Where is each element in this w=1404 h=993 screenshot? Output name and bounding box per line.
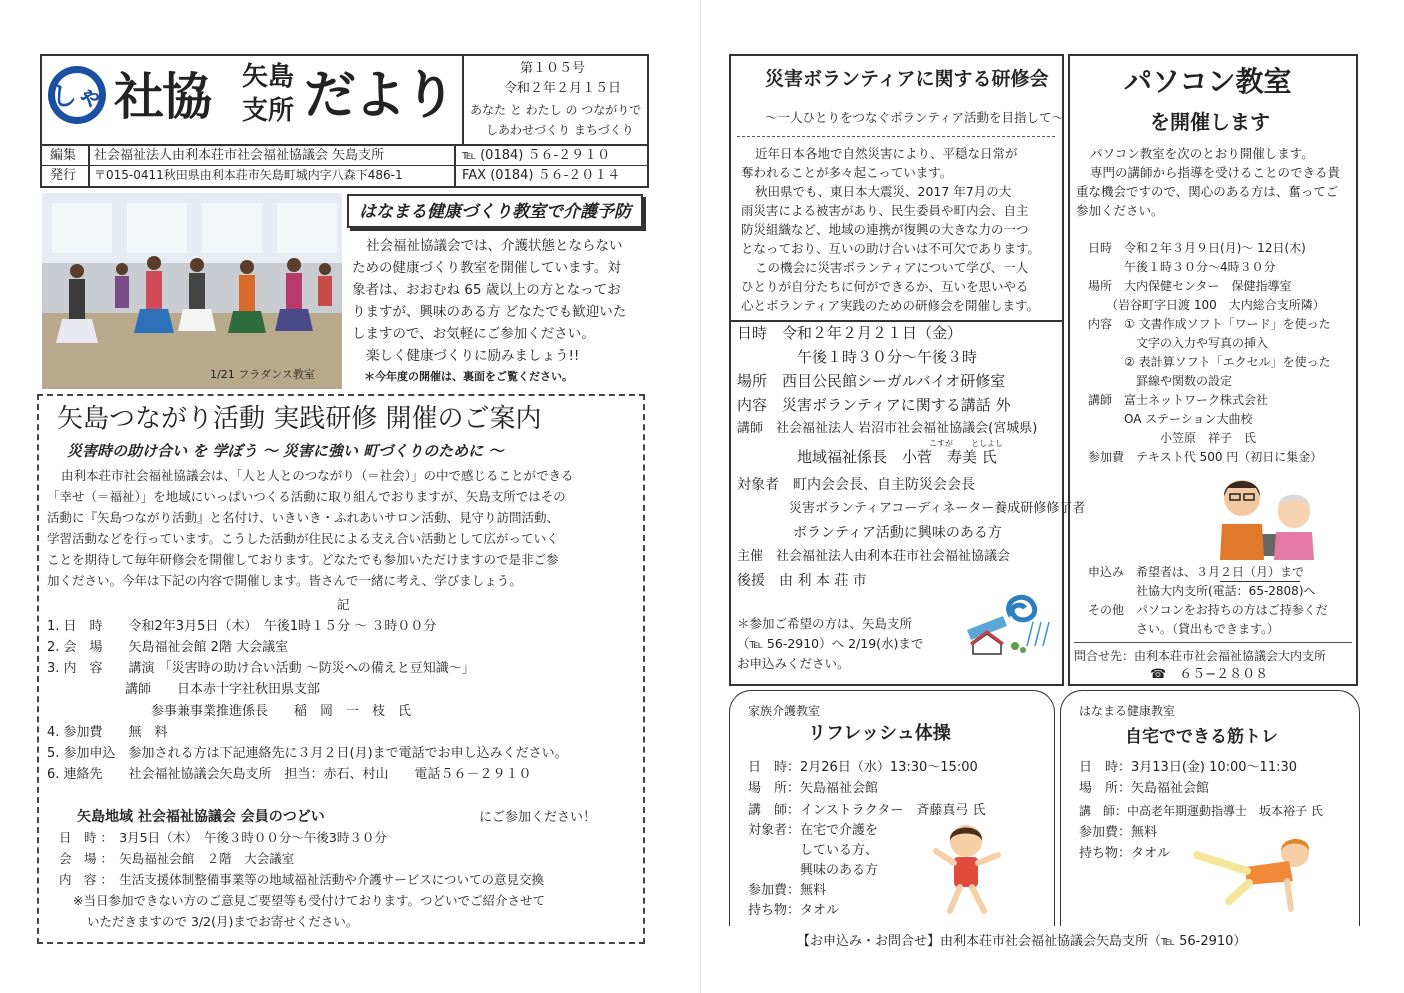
tsunagari-ki: 記: [337, 597, 350, 612]
vol-apply-1: ＊参加ご希望の方は、矢島支所: [737, 616, 913, 631]
photo-caption: 1/21 フラダンス教室: [210, 368, 315, 381]
tsunagari-intro-3: 活動に『矢島つながり活動』と名付け、いきいき・ふれあいサロン活動、見守り訪問活動、: [47, 510, 560, 525]
tsunagari-intro-5: ことを期待して毎年研修会を開催しております。どなたでも参加いただけますので是非ご参: [47, 552, 559, 567]
tsunagari-item-7: 5. 参加申込 参加される方は下記連絡先に３月２日(月)まで電話でお申し込みください。: [47, 746, 568, 761]
pc-row-12: 参加費 テキスト代 500 円（初日に集金）: [1088, 450, 1323, 464]
hula-photo: [42, 193, 342, 389]
title-branch-2: 支所: [242, 96, 295, 126]
page-fold: [700, 0, 701, 993]
meeting-note-1: ※当日参加できない方のご意見ご要望等も受付けております。つどいでご紹介させて: [73, 893, 545, 908]
meeting-item-3: 内 容 ： 生活支援体制整備事業等の地域福祉活動や介護サービスについての意見交換: [59, 872, 544, 887]
refresh-row-2: 場 所：矢島福祉会館: [748, 781, 879, 796]
kintore-row-4: 参加費：無料: [1079, 825, 1158, 840]
masthead-hline: [42, 144, 647, 146]
pc-divider: [1074, 642, 1352, 643]
meeting-item-2: 会 場 ： 矢島福祉会館 ２階 大会議室: [59, 851, 295, 866]
tsunagari-intro-4: 学習活動などを行っています。こうした活動が住民による支え合い活動として広がっていく: [47, 531, 559, 546]
tsunagari-item-1: 1. 日 時 令和2年3月5日（木） 午後1時１５分 〜 ３時００分: [47, 619, 437, 634]
pc-intro-4: 参加ください。: [1076, 203, 1164, 218]
pc-intro-2: 専門の講師から指導を受けることのできる貴: [1090, 165, 1341, 180]
vol-apply-2: （℡ 56-2910）へ 2/19(水)まで: [737, 636, 924, 651]
refresh-row-6: 興味のある方: [748, 863, 879, 878]
pc-apply-1: 申込み 希望者は、３月２日（月）まで: [1088, 565, 1305, 579]
pc-row-7: ② 表計算ソフト「エクセル」を使った: [1088, 355, 1331, 369]
tsunagari-intro-6: 加ください。今年は下記の内容で開催します。皆さんで一緒に考え、学びましょう。: [47, 573, 522, 588]
exercise-woman-illustration: [1189, 831, 1329, 917]
tagline-2: しあわせづくり まちづくり: [486, 123, 634, 137]
vol-body-5: 防災組織など、地域の連携が復興の大きな力の一つ: [741, 222, 1029, 237]
volunteer-box: [729, 54, 1086, 686]
hanamaru-line-3: 象者は、おおむね 65 歳以上の方となってお: [352, 282, 621, 298]
pc-row-11: 小笠原 祥子 氏: [1088, 431, 1257, 445]
refresh-title: リフレッシュ体操: [808, 723, 951, 744]
refresh-box: [729, 690, 1055, 926]
vol-body-6: となっており、互いの助け合いは不可欠であります。: [741, 241, 1041, 256]
girl-illustration: [926, 819, 1008, 919]
refresh-label: 家族介護教室: [748, 704, 821, 718]
hanamaru-heading: はなまる健康づくり教室で介護予防: [359, 202, 631, 222]
masthead-divider: [462, 56, 464, 144]
kintore-row-5: 持ち物：タオル: [1079, 846, 1171, 861]
vol-body-3: 秋田県でも、東日本大震災、2017 年7月の大: [755, 184, 1012, 199]
vol-row-11: 後援 由 利 本 荘 市: [737, 573, 867, 589]
pc-intro-3: 重な機会ですので、関心のある方は、奮ってご: [1076, 184, 1339, 199]
edit-label: 編集: [50, 148, 77, 163]
vol-body-8: ひとりが自分たちに何ができるか、互いを思いやる: [741, 279, 1029, 294]
kintore-label: はなまる健康教室: [1079, 704, 1176, 718]
pc-intro-1: パソコン教室を次のとおり開催します。: [1090, 146, 1314, 161]
vol-row-7: 対象者 町内会会長、自主防災会会長: [737, 477, 975, 493]
refresh-row-3: 講 師：インストラクター 斉藤真弓 氏: [748, 803, 986, 818]
address: 〒015-0411秋田県由利本荘市矢島町城内字八森下486-1: [94, 168, 403, 182]
pc-deadline-underline: [1220, 581, 1300, 582]
tsunagari-intro-1: 由利本荘市社会福祉協議会は、「人と人とのつながり（＝社会）」の中で感じることができる: [61, 468, 574, 483]
tsunagari-item-4: 講師 日本赤十字社秋田県支部: [47, 682, 321, 697]
refresh-row-1: 日 時：2月26日（水）13:30〜15:00: [748, 760, 978, 775]
hanamaru-line-6: 楽しく健康づくりに励みましょう!!: [366, 348, 580, 364]
vol-apply-3: お申込みください。: [737, 656, 850, 671]
refresh-row-4: 対象者：在宅で介護を: [748, 823, 879, 838]
vol-row-5: 講師 社会福祉法人 岩沼市社会福祉協議会(宮城県): [737, 421, 1038, 436]
hanamaru-line-1: 社会福祉協議会では、介護状態とならない: [366, 238, 623, 254]
vol-body-9: 心とボランティア実践のための研修会を開催します。: [741, 298, 1040, 313]
volunteer-subtitle: 〜一人ひとりをつなぐボランティア活動を目指して〜: [765, 110, 1065, 125]
pc-people-illustration: [1208, 470, 1328, 560]
pc-contact: 問合せ先：由利本荘市社会福祉協議会大内支所: [1074, 649, 1327, 663]
vol-row-1: 日時 令和２年２月２１日（金）: [737, 324, 963, 342]
tsunagari-subtitle: 災害時の助け合い を 学ぼう 〜 災害に強い 町づくりのために 〜: [67, 442, 504, 460]
pc-other-2: さい。（貸出もできます。）: [1088, 622, 1280, 636]
storm-icon: [963, 586, 1058, 656]
refresh-row-7: 参加費：無料: [748, 883, 827, 898]
hanamaru-line-2: ための健康づくり教室を開催しています。対: [352, 260, 621, 276]
pc-contact-tel: ☎ ６５−２８０８: [1150, 667, 1269, 682]
vol-row-4: 内容 災害ボランティアに関する講話 外: [737, 396, 1011, 414]
pc-row-10: OA ステーション大曲校: [1088, 412, 1253, 426]
hanamaru-heading-box: [347, 194, 643, 228]
pc-apply-2: 社協大内支所(電話：65-2808)へ: [1088, 584, 1316, 598]
vol-furigana-1: こすが: [929, 439, 953, 448]
hanamaru-note: ＊今年度の開催は、裏面をご覧ください。: [364, 370, 573, 383]
kintore-row-2: 場 所：矢島福祉会館: [1079, 781, 1210, 796]
pc-row-4: （岩谷町字日渡 100 大内総合支所隣）: [1088, 298, 1325, 312]
pc-title: パソコン教室: [1124, 65, 1292, 98]
pc-box: [1068, 54, 1358, 686]
kintore-box: [1060, 690, 1360, 926]
pc-subtitle: を開催します: [1150, 110, 1270, 134]
pc-other-1: その他 パソコンをお持ちの方はご持参くだ: [1088, 603, 1328, 617]
pc-row-5: 内容 ① 文書作成ソフト「ワード」を使った: [1088, 317, 1331, 331]
publisher: 社会福祉法人由利本荘市社会福祉協議会 矢島支所: [94, 148, 385, 163]
masthead-hline-2: [42, 165, 647, 166]
footer-contact: 【お申込み・お問合せ】由利本荘市社会福祉協議会矢島支所（℡ 56-2910）: [797, 934, 1247, 949]
vol-row-10: 主催 社会福祉法人由利本荘市社会福祉協議会: [737, 549, 1011, 564]
vol-row-2: 午後１時３０分〜午後３時: [737, 348, 978, 366]
svg-text:しゃ: しゃ: [50, 82, 104, 112]
tsunagari-item-3: 3. 内 容 講演 「災害時の助け合い活動 〜防災への備えと豆知識〜」: [47, 661, 475, 676]
tsunagari-title: 矢島つながり活動 実践研修 開催のご案内: [57, 404, 542, 434]
title-shakyo: 社協: [114, 68, 210, 126]
vol-row-6: 地域福祉係長 小菅 寿美 氏: [737, 448, 997, 466]
fax: FAX (0184) ５６-２０１４: [462, 168, 621, 183]
tsunagari-box: [37, 394, 645, 944]
meeting-item-1: 日 時 ： 3月5日（木） 午後３時００分～午後3時３０分: [59, 830, 387, 845]
issue-date: 令和２年２月１５日: [504, 81, 622, 96]
hanamaru-line-5: しますので、お気軽にご参加ください。: [352, 326, 595, 342]
volunteer-divider-2: [731, 320, 1062, 322]
pc-row-9: 講師 富士ネットワーク株式会社: [1088, 393, 1269, 407]
volunteer-divider: [737, 136, 1055, 138]
vol-row-3: 場所 西目公民館シーガルバイオ研修室: [737, 372, 1006, 390]
vol-body-1: 近年日本各地で自然災害により、平穏な日常が: [755, 146, 1018, 161]
pc-row-2: 午後１時３０分～4時３０分: [1088, 260, 1276, 274]
vol-row-8: 災害ボランティアコーディネーター養成研修修了者: [737, 501, 1086, 516]
pc-row-1: 日時 令和２年３月９日(月)～ 12日(木): [1088, 241, 1306, 255]
tel: ℡ (0184) ５６-２９１０: [462, 148, 611, 163]
volunteer-title: 災害ボランティアに関する研修会: [765, 68, 1049, 90]
tagline-1: あなた と わたし の つながりで: [470, 103, 642, 117]
pc-row-6: 文字の入力や写真の挿入: [1088, 336, 1269, 350]
issue-label: 発行: [50, 168, 77, 183]
pc-row-8: 罫線や関数の設定: [1088, 374, 1233, 388]
kintore-row-3: 講 師：中高老年期運動指導士 坂本裕子 氏: [1079, 804, 1323, 818]
tsunagari-item-8: 6. 連絡先 社会福祉協議会矢島支所 担当：赤石、村山 電話５６－２９１０: [47, 767, 532, 782]
meeting-title: 矢島地域 社会福祉協議会 会員のつどい: [77, 809, 325, 825]
tsunagari-intro-2: 「幸せ（＝福祉）」を地域にいっぱいつくる活動に取り組んでおりますが、矢島支所ではその: [47, 489, 566, 504]
vol-body-2: 奪われることが多々起こっています。: [741, 165, 953, 180]
title-dayori: だより: [304, 66, 455, 126]
meeting-invite: にご参加ください！: [479, 810, 597, 825]
pc-row-3: 場所 大内保健センター 保健指導室: [1088, 279, 1292, 293]
refresh-row-8: 持ち物：タオル: [748, 903, 840, 918]
tsunagari-item-6: 4. 参加費 無 料: [47, 725, 168, 740]
kintore-row-1: 日 時：3月13日(金) 10:00〜11:30: [1079, 760, 1298, 775]
logo-icon: [46, 64, 108, 126]
refresh-row-5: している方、: [748, 843, 879, 858]
tsunagari-item-5: 参事兼事業推進係長 稲 岡 一 枝 氏: [47, 704, 412, 719]
title-branch-1: 矢島: [242, 62, 295, 92]
vol-body-7: この機会に災害ボランティアについて学び、一人: [755, 260, 1029, 275]
hanamaru-line-4: りますが、興味のある方 どなたでも歓迎いた: [352, 304, 627, 320]
vol-row-9: ボランティア活動に興味のある方: [737, 525, 1002, 541]
masthead: [40, 54, 649, 188]
issue-number: 第１０５号: [520, 61, 586, 76]
tsunagari-item-2: 2. 会 場 矢島福祉会館 2階 大会議室: [47, 640, 289, 655]
vol-body-4: 雨災害による被害があり、民生委員や町内会、自主: [741, 203, 1029, 218]
vol-furigana-2: としよし: [971, 439, 1003, 448]
kintore-title: 自宅でできる筋トレ: [1125, 727, 1278, 747]
meeting-note-2: いただきますので 3/2(月)までお寄せください。: [87, 914, 359, 929]
